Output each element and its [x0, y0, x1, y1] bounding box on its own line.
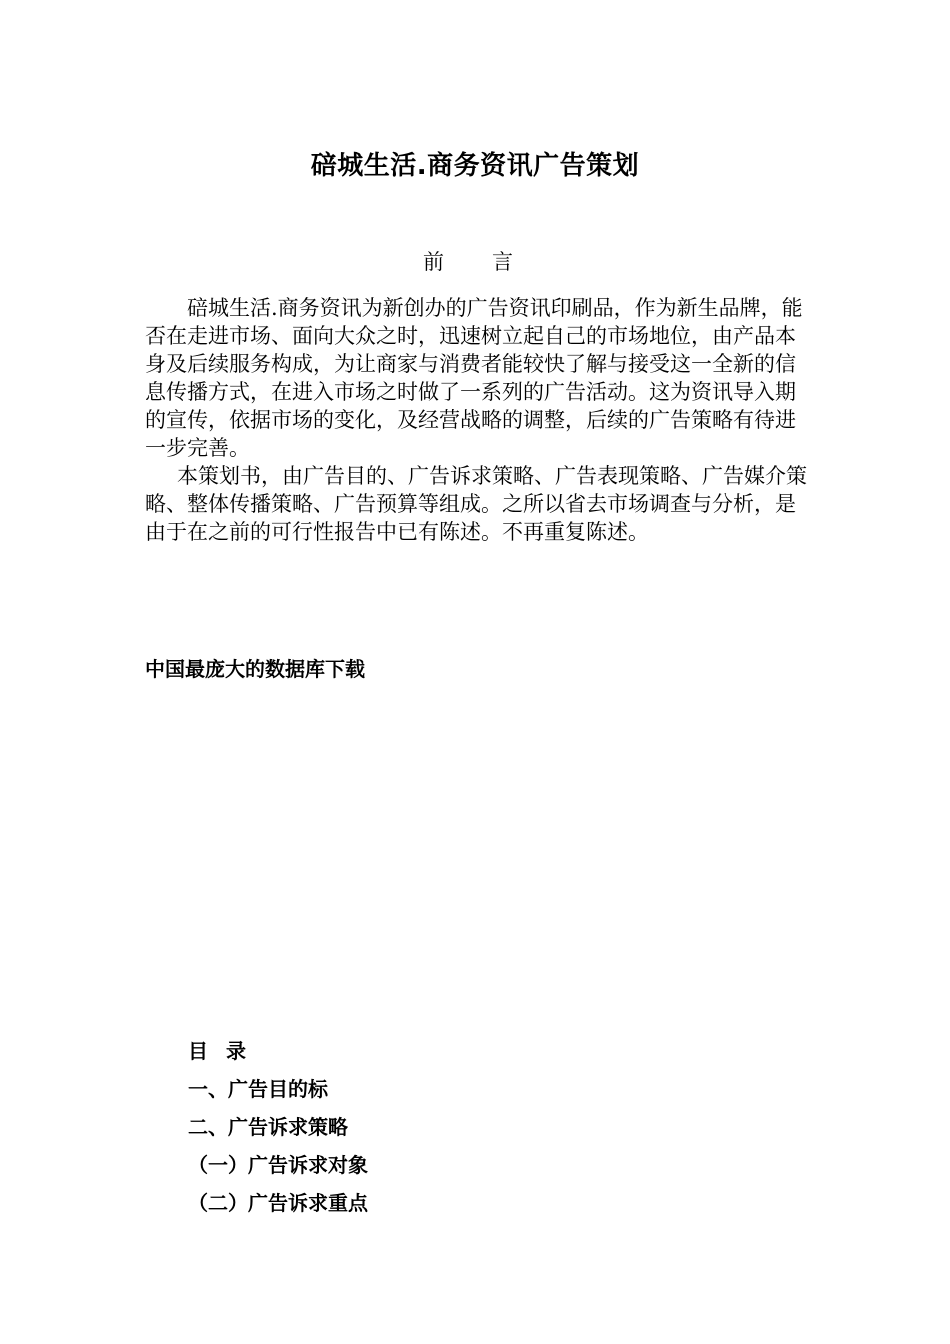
toc-item-4: （二）广告诉求重点: [188, 1191, 368, 1215]
preface-body: [145, 294, 810, 546]
toc-item-3: （一）广告诉求对象: [188, 1153, 368, 1177]
preface-paragraph-1: 碚城生活.商务资讯为新创办的广告资讯印刷品，作为新生品牌，能否在走进市场、面向大众之时，迅速树立起自己的市场地位，由产品本身及后续服务构成，为让商家与消费者能较快了解与接受这一全新的信息传播方式，在进入市场之时做了一系列的广告活动。这为资讯导入期的宣传，依据市场的变化，及经营战略的调整，后续的广告策略有待进一步完善。: [145, 296, 803, 460]
download-line: 中国最庞大的数据库下载: [145, 657, 365, 681]
table-of-contents: [188, 1036, 368, 1226]
toc-heading: 目录: [188, 1039, 264, 1063]
preface-heading: 前言: [423, 250, 561, 274]
toc-item-2: 二、广告诉求策略: [188, 1115, 348, 1139]
document-title: 碚城生活.商务资讯广告策划: [310, 151, 640, 181]
preface-paragraph-2: 本策划书，由广告目的、广告诉求策略、广告表现策略、广告媒介策略、整体传播策略、广告预算等组成。之所以省去市场调查与分析，是由于在之前的可行性报告中已有陈述。不再重复陈述。: [145, 464, 807, 544]
toc-item-1: 一、广告目的标: [188, 1077, 328, 1101]
